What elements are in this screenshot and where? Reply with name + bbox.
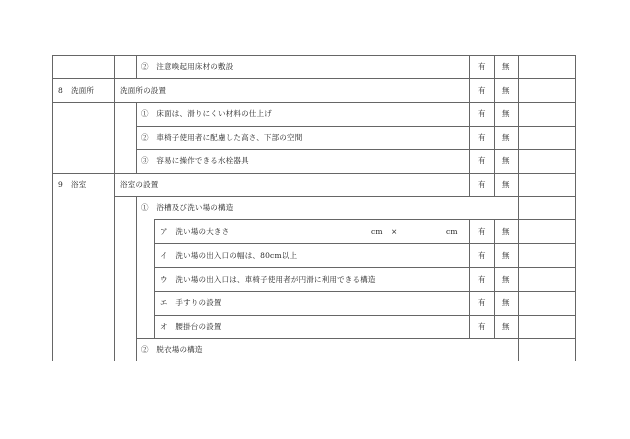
item-label: イ 洗い場の出入口の幅は、80cm以上 — [160, 251, 298, 260]
yes-option: 有 — [478, 251, 486, 260]
table-rule — [136, 126, 575, 127]
no-option: 無 — [502, 133, 510, 142]
no-option: 無 — [502, 298, 510, 307]
table-rule — [114, 55, 115, 361]
table-rule — [52, 173, 575, 174]
item-label: ウ 洗い場の出入口は、車椅子使用者が円滑に利用できる構造 — [160, 275, 376, 284]
section-area: 洗面所 — [71, 86, 95, 95]
table-rule — [52, 102, 575, 103]
no-option: 無 — [502, 251, 510, 260]
table-rule — [136, 338, 575, 339]
table-rule — [154, 219, 155, 338]
table-rule — [136, 55, 137, 78]
yes-option: 有 — [478, 156, 486, 165]
yes-option: 有 — [478, 180, 486, 189]
yes-option: 有 — [478, 298, 486, 307]
section-area: 浴室 — [71, 180, 87, 189]
table-rule — [52, 55, 53, 361]
table-rule — [494, 55, 495, 196]
item-label: 浴室の設置 — [120, 180, 159, 189]
table-rule — [154, 267, 575, 268]
item-label: ② 車椅子使用者に配慮した高さ、下部の空間 — [141, 133, 303, 142]
item-label: ① 床面は、滑りにくい材料の仕上げ — [141, 109, 272, 118]
no-option: 無 — [502, 156, 510, 165]
table-rule — [154, 291, 575, 292]
table-rule — [518, 55, 519, 361]
yes-option: 有 — [478, 86, 486, 95]
section-number: 9 — [58, 180, 63, 189]
no-option: 無 — [502, 62, 510, 71]
table-rule — [469, 55, 470, 196]
table-rule — [52, 55, 575, 56]
item-label: オ 腰掛台の設置 — [160, 322, 222, 331]
table-rule — [469, 219, 470, 338]
table-rule — [154, 315, 575, 316]
item-label: 洗面所の設置 — [120, 86, 167, 95]
table-rule — [136, 196, 137, 361]
item-label: ② 脱衣場の構造 — [141, 345, 203, 354]
table-rule — [114, 196, 575, 197]
yes-option: 有 — [478, 227, 486, 236]
yes-option: 有 — [478, 62, 486, 71]
item-label: ア 洗い場の大きさ — [160, 227, 230, 236]
yes-option: 有 — [478, 275, 486, 284]
table-rule — [154, 243, 575, 244]
no-option: 無 — [502, 275, 510, 284]
yes-option: 有 — [478, 133, 486, 142]
table-rule — [52, 78, 575, 79]
times-sign: × — [391, 227, 398, 236]
table-rule — [575, 55, 576, 361]
no-option: 無 — [502, 109, 510, 118]
yes-option: 有 — [478, 322, 486, 331]
table-rule — [494, 219, 495, 338]
table-rule — [136, 102, 137, 173]
unit-label: cm — [446, 227, 458, 236]
item-label: ③ 容易に操作できる水栓器具 — [141, 156, 249, 165]
table-rule — [136, 149, 575, 150]
item-label: ① 浴槽及び洗い場の構造 — [141, 203, 234, 212]
section-number: 8 — [58, 86, 63, 95]
table-rule — [154, 219, 575, 220]
no-option: 無 — [502, 180, 510, 189]
item-label: エ 手すりの設置 — [160, 298, 222, 307]
no-option: 無 — [502, 322, 510, 331]
unit-label: cm — [371, 227, 383, 236]
yes-option: 有 — [478, 109, 486, 118]
item-label: ② 注意喚起用床材の敷設 — [141, 62, 234, 71]
no-option: 無 — [502, 227, 510, 236]
no-option: 無 — [502, 86, 510, 95]
